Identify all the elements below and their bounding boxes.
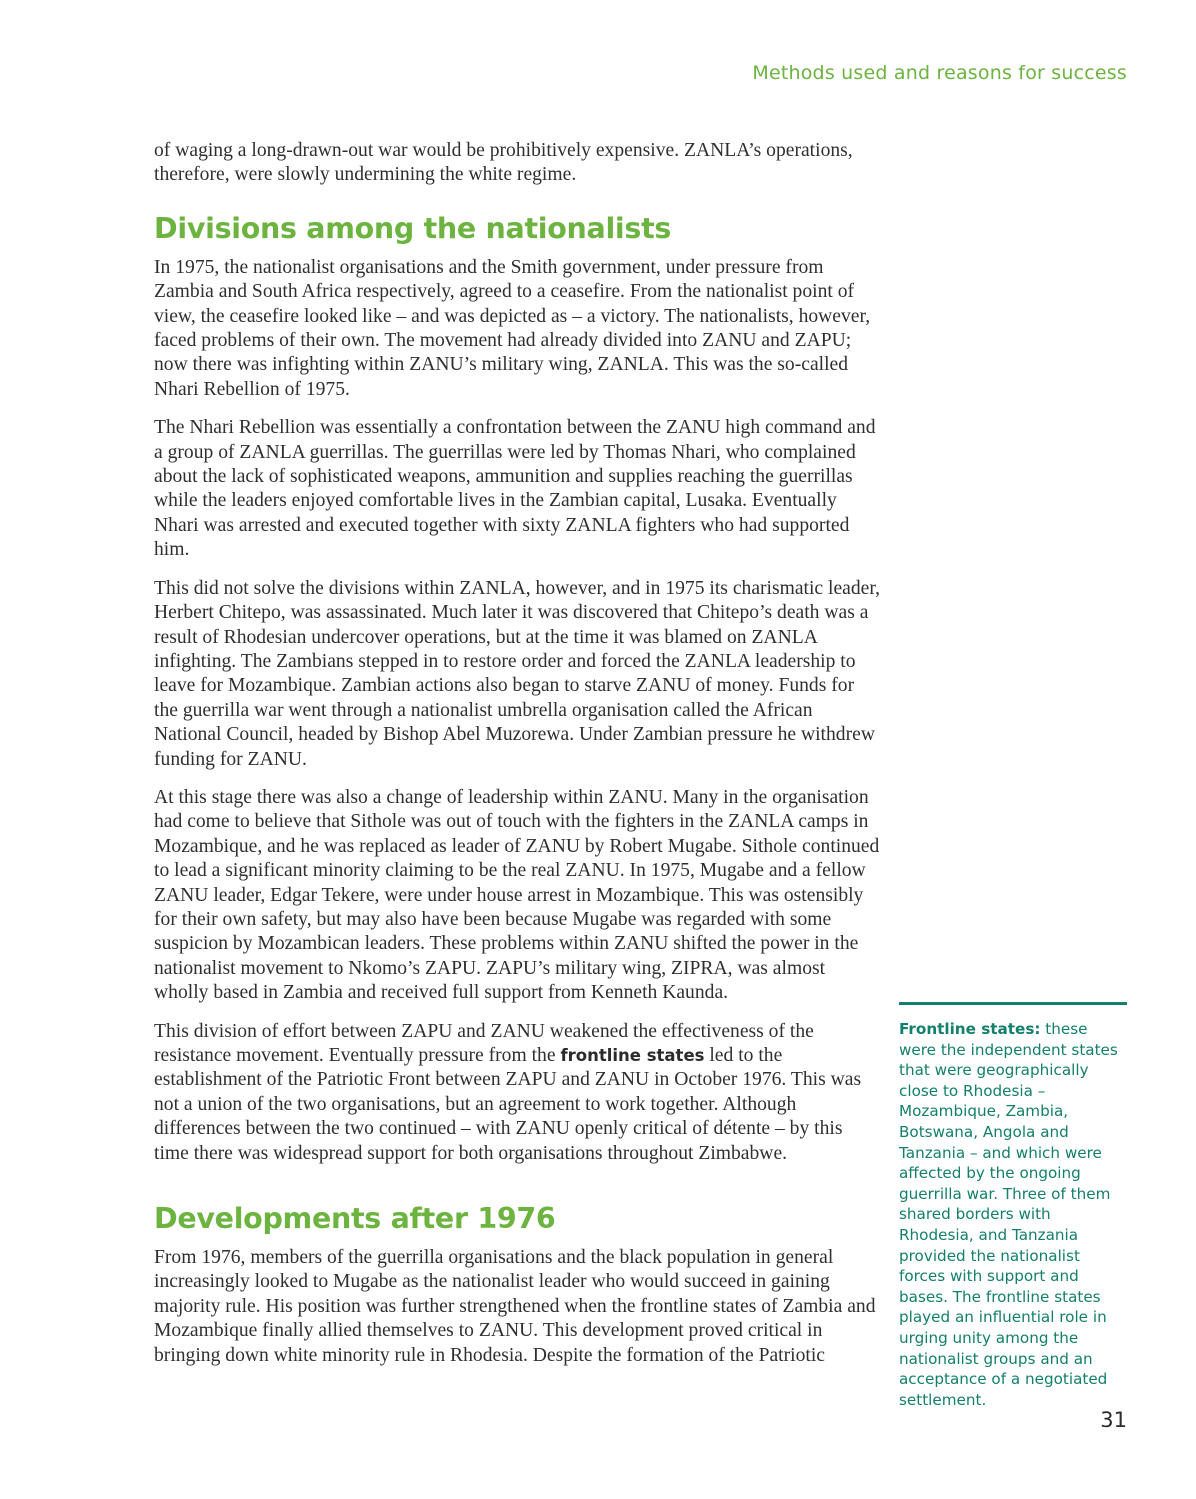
- glossary-entry: [899, 1019, 1127, 1410]
- section-heading-developments: Developments after 1976: [154, 1202, 556, 1236]
- main-text-column: [154, 139, 882, 1382]
- glossary-definition: these were the independent states that were geographically close to Rhodesia – Mozambique, Zambia, Botswana, Angola and Tanzania – and which were affected by the ongoing guerrilla war. Three of them shared borders with Rhodesia, and Tanzania provided the nationalist forces with support and bases. The frontline states played an influential role in urging unity among the nationalist groups and an acceptance of a negotiated settlement.: [899, 1020, 1118, 1409]
- paragraph-text: This division of effort between ZAPU and ZANU weakened the effectiveness of the resistance movement. Eventually pressure from the: [154, 1020, 814, 1066]
- running-head: Methods used and reasons for success: [752, 62, 1127, 84]
- paragraph: In 1975, the nationalist organisations and the Smith government, under pressure from Zambia and South Africa respectively, agreed to a ceasefire. From the nationalist point of view, the ceasefire looked like – and was depicted as – a victory. The nationalists, however, faced problems of their own. The movement had already divided into ZANU and ZAPU; now there was infighting within ZANU’s military wing, ZANLA. This was the so-called Nhari Rebellion of 1975.: [154, 256, 871, 400]
- paragraph-text: led to the establishment of the Patriotic Front between ZAPU and ZANU in October 1976. This was not a union of the two organisations, but an agreement to work together. Although differences between the two continued – with ZANU openly critical of détente – by this time there was widespread support for both organisations throughout Zimbabwe.: [154, 1045, 862, 1164]
- glossary-term: Frontline states:: [899, 1020, 1041, 1038]
- paragraph: From 1976, members of the guerrilla organisations and the black population in general increasingly looked to Mugabe as the nationalist leader who would succeed in gaining majority rule. His position was further strengthened when the frontline states of Zambia and Mozambique finally allied themselves to ZANU. This development proved critical in bringing down white minority rule in Rhodesia. Despite the formation of the Patriotic: [154, 1247, 876, 1366]
- intro-paragraph: of waging a long-drawn-out war would be prohibitively expensive. ZANLA’s operations, therefore, were slowly undermining the white regime.: [154, 140, 853, 186]
- glossary-sidebar: [899, 1002, 1127, 1410]
- paragraph: The Nhari Rebellion was essentially a confrontation between the ZANU high command and a group of ZANLA guerrillas. The guerrillas were led by Thomas Nhari, who complained about the lack of sophisticated weapons, ammunition and supplies reaching the guerrillas while the leaders enjoyed comfortable lives in the Zambian capital, Lusaka. Eventually Nhari was arrested and executed together with sixty ZANLA fighters who had supported him.: [154, 417, 876, 561]
- keyword-frontline-states: frontline states: [560, 1046, 705, 1065]
- paragraph: This did not solve the divisions within ZANLA, however, and in 1975 its charismatic leader, Herbert Chitepo, was assassinated. Much later it was discovered that Chitepo’s death was a result of Rhodesian undercover operations, but at the time it was blamed on ZANLA infighting. The Zambians stepped in to restore order and forced the ZANLA leadership to leave for Mozambique. Zambian actions also began to starve ZANU of money. Funds for the guerrilla war went through a nationalist umbrella organisation called the African National Council, headed by Bishop Abel Muzorewa. Under Zambian pressure he withdrew funding for ZANU.: [154, 577, 880, 770]
- section-heading-divisions: Divisions among the nationalists: [154, 211, 672, 245]
- paragraph: At this stage there was also a change of leadership within ZANU. Many in the organisation had come to believe that Sithole was out of touch with the fighters in the ZANLA camps in Mozambique, and he was replaced as leader of ZANU by Robert Mugabe. Sithole continued to lead a significant minority claiming to be the real ZANU. In 1975, Mugabe and a fellow ZANU leader, Edgar Tekere, were under house arrest in Mozambique. This was ostensibly for their own safety, but may also have been because Mugabe was regarded with some suspicion by Mozambican leaders. These problems within ZANU shifted the power in the nationalist movement to Nkomo’s ZAPU. ZAPU’s military wing, ZIPRA, was almost wholly based in Zambia and received full support from Kenneth Kaunda.: [154, 786, 880, 1004]
- paragraph-frontline: [154, 1020, 882, 1166]
- page-number: 31: [1100, 1408, 1127, 1432]
